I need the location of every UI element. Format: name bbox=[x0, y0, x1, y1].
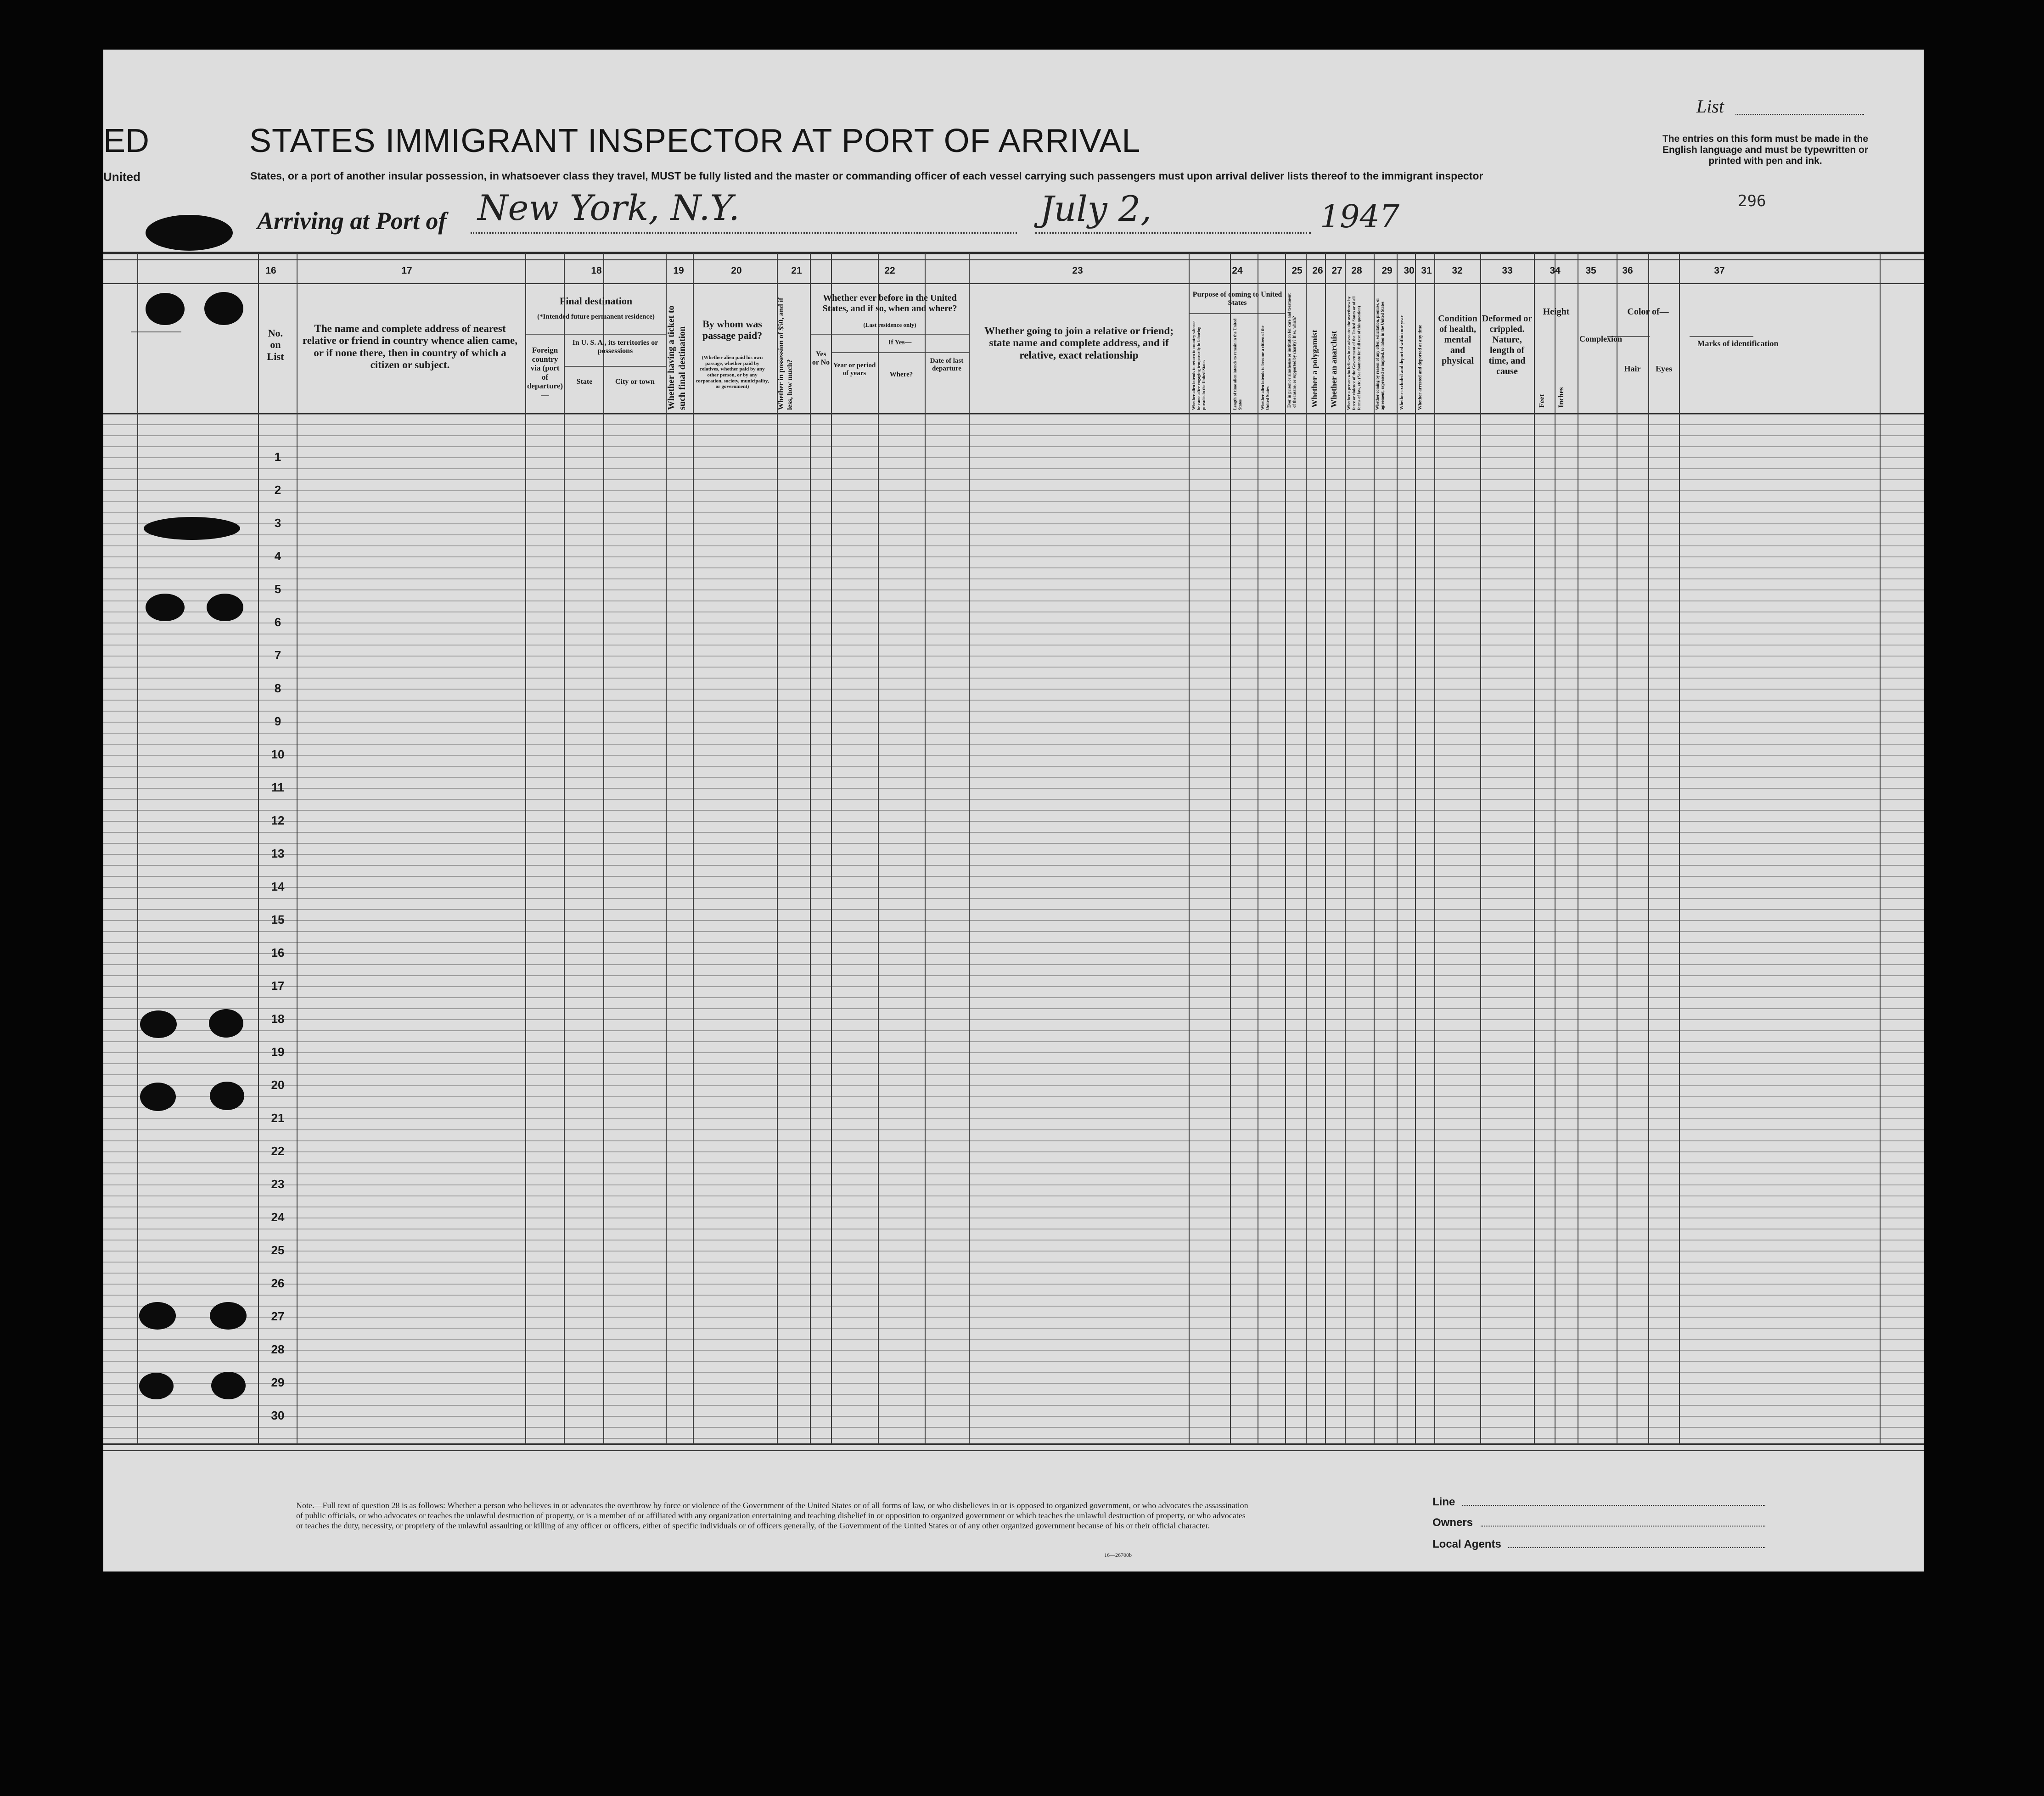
row-number: 19 bbox=[271, 1045, 285, 1059]
header-color-of: Color of— bbox=[1627, 307, 1669, 317]
header-final-destination: Final destination bbox=[559, 295, 633, 307]
row-number: 3 bbox=[274, 516, 281, 530]
colnum-31: 31 bbox=[1421, 265, 1432, 276]
header-purpose-citizen: Whether alien intends to become a citizen of the United States bbox=[1260, 326, 1270, 410]
colnum-17: 17 bbox=[401, 265, 412, 276]
title-left-fragment: ED bbox=[103, 123, 150, 159]
row-number: 21 bbox=[271, 1111, 285, 1125]
row-number: 5 bbox=[274, 582, 281, 596]
row-number: 24 bbox=[271, 1210, 285, 1224]
header-last-departure: Date of last departure bbox=[930, 357, 964, 373]
row-number: 15 bbox=[271, 913, 285, 926]
form-title: STATES IMMIGRANT INSPECTOR AT PORT OF ARRIVAL bbox=[249, 123, 1141, 159]
colnum-22: 22 bbox=[884, 265, 895, 276]
united-word: United bbox=[103, 170, 140, 184]
header-anarchist: Whether an anarchist bbox=[1329, 331, 1338, 408]
row-number: 30 bbox=[271, 1409, 285, 1422]
header-height: Height bbox=[1543, 307, 1570, 317]
header-in-usa: In U. S. A., its territories or possessions bbox=[572, 339, 658, 355]
english-language-note: The entries on this form must be made in the English language and must be typewritten or printed with pen and ink. bbox=[1662, 134, 1869, 166]
colnum-35: 35 bbox=[1585, 265, 1596, 276]
header-deformed: Deformed or crippled. Nature, length of time, and cause bbox=[1482, 314, 1533, 376]
header-state: State bbox=[576, 378, 593, 386]
header-labor-offer: Whether coming by reason of any offer, solicitation, promise, or agreement, expressed or implied, to labor in the United States bbox=[1375, 298, 1385, 410]
list-stamp: 296 bbox=[1738, 192, 1766, 210]
row-number: 27 bbox=[271, 1309, 285, 1323]
grid-lines bbox=[103, 50, 1924, 1572]
row-number: 16 bbox=[271, 946, 285, 960]
local-agents-fill bbox=[1508, 1547, 1765, 1548]
row-number: 7 bbox=[274, 648, 281, 662]
row-number: 11 bbox=[271, 780, 284, 794]
row-number: 6 bbox=[274, 615, 281, 629]
colnum-18: 18 bbox=[591, 265, 602, 276]
row-number: 12 bbox=[271, 814, 285, 827]
row-number: 1 bbox=[274, 450, 281, 464]
row-number: 26 bbox=[271, 1276, 285, 1290]
header-where: Where? bbox=[889, 371, 913, 378]
row-number: 18 bbox=[271, 1012, 285, 1026]
header-ever-before-sub: (Last residence only) bbox=[863, 321, 916, 328]
header-health: Condition of health, mental and physical bbox=[1438, 314, 1477, 366]
year-handwritten: 1947 bbox=[1320, 199, 1400, 235]
form-code: 16—26700b bbox=[1104, 1552, 1132, 1558]
owners-label: Owners bbox=[1432, 1516, 1473, 1529]
row-number: 20 bbox=[271, 1078, 285, 1092]
list-label: List bbox=[1696, 96, 1724, 117]
header-foreign-country: Foreign country via (port of departure)— bbox=[527, 346, 563, 399]
header-excluded: Whether excluded and deported within one year bbox=[1399, 315, 1404, 410]
header-years: Year or period of years bbox=[833, 362, 876, 377]
colnum-26: 26 bbox=[1312, 265, 1323, 276]
header-if-yes: If Yes— bbox=[888, 339, 912, 346]
header-complexion: Complexion bbox=[1579, 334, 1623, 343]
colnum-23: 23 bbox=[1072, 265, 1083, 276]
row-number: 2 bbox=[274, 483, 281, 497]
row-number: 17 bbox=[271, 979, 285, 993]
header-yes-no: Yes or No bbox=[812, 350, 830, 367]
header-passage-paid-sub: (Whether alien paid his own passage, whether paid by relatives, whether paid by any other person, or by any corporation, society, municipality, or government) bbox=[696, 355, 769, 390]
row-number: 10 bbox=[271, 747, 285, 761]
owners-fill bbox=[1481, 1526, 1765, 1527]
colnum-36: 36 bbox=[1622, 265, 1633, 276]
row-number: 23 bbox=[271, 1177, 285, 1191]
colnum-30: 30 bbox=[1404, 265, 1415, 276]
row-number: 9 bbox=[274, 714, 281, 728]
row-number: 4 bbox=[274, 549, 281, 563]
date-handwritten: July 2, bbox=[1040, 188, 1152, 229]
line-fill bbox=[1462, 1505, 1765, 1506]
colnum-16: 16 bbox=[265, 265, 276, 276]
header-purpose: Purpose of coming to United States bbox=[1192, 291, 1282, 307]
header-purpose-return: Whether alien intends to return to country whence he came after engaging temporarily in laboring pursuits in the United States bbox=[1191, 320, 1206, 410]
header-city: City or town bbox=[615, 378, 655, 386]
row-number: 25 bbox=[271, 1243, 285, 1257]
header-final-destination-sub: (*Intended future permanent residence) bbox=[537, 313, 655, 320]
colnum-25: 25 bbox=[1292, 265, 1303, 276]
colnum-32: 32 bbox=[1452, 265, 1463, 276]
colnum-28: 28 bbox=[1351, 265, 1362, 276]
header-purpose-length: Length of time alien intends to remain in the United States bbox=[1233, 318, 1242, 410]
header-eyes: Eyes bbox=[1656, 364, 1672, 373]
colnum-24: 24 bbox=[1232, 265, 1243, 276]
local-agents-label: Local Agents bbox=[1432, 1538, 1501, 1550]
header-feet: Feet bbox=[1538, 394, 1546, 408]
colnum-37: 37 bbox=[1714, 265, 1725, 276]
colnum-21: 21 bbox=[791, 265, 802, 276]
header-hair: Hair bbox=[1624, 364, 1641, 373]
row-number: 14 bbox=[271, 880, 285, 893]
port-handwritten: New York, N.Y. bbox=[477, 187, 740, 228]
header-ticket: Whether having a ticket to such final destination bbox=[666, 305, 687, 410]
header-marks: Marks of identification bbox=[1697, 339, 1779, 348]
manifest-sheet bbox=[103, 50, 1924, 1572]
header-no-on-list: No. on List bbox=[267, 327, 284, 362]
header-join-relative: Whether going to join a relative or friend; state name and complete address, and if relative, exact relationship bbox=[984, 325, 1174, 361]
header-passage-paid: By whom was passage paid? bbox=[702, 318, 763, 342]
header-nearest-relative: The name and complete address of nearest relative or friend in country whence alien came, or if none there, then in country of which a citizen or subject. bbox=[302, 323, 517, 371]
colnum-27: 27 bbox=[1331, 265, 1342, 276]
row-number: 28 bbox=[271, 1342, 285, 1356]
header-fifty-dollars: Whether in possession of $50, and if less, how much? bbox=[777, 297, 794, 410]
header-polygamist: Whether a polygamist bbox=[1310, 330, 1319, 408]
colnum-19: 19 bbox=[673, 265, 684, 276]
header-inches: Inches bbox=[1557, 387, 1565, 408]
header-q28: Whether a person who believes in or advocates the overthrow by force or violence of the Government of the United States or of all forms of law, etc. (See footnote for full text of this question) bbox=[1347, 296, 1361, 410]
footnote-q28: Note.—Full text of question 28 is as follows: Whether a person who believes in or advocates the overthrow by force or violence of the Government of the United States or of all forms of law, or who disbelieves in or is opposed to organized government, or who advocates the assassination of public officials, or who advocates or teaches the unlawful destruction of property, or is a member of or affiliated with any organization entertaining and teaching disbelief in or opposition to organized government or which teaches the unlawful destruction of property, or who advocates or teaches the duty, necessity, or propriety of the unlawful assaulting or killing of any officer or officers, either of specific individuals or of officers generally, of the Government of the United States or of any other organized government because of his or their official character. bbox=[296, 1501, 1248, 1530]
arriving-label: Arriving at Port of bbox=[257, 207, 447, 235]
colnum-33: 33 bbox=[1502, 265, 1513, 276]
row-number: 13 bbox=[271, 847, 285, 860]
row-number: 8 bbox=[274, 681, 281, 695]
header-ever-before: Whether ever before in the United States, and if so, when and where? bbox=[822, 293, 957, 314]
form-subtitle: States, or a port of another insular possession, in whatsoever class they travel, MUST be fully listed and the master or commanding officer of each vessel carrying such passengers must upon arrival deliver lists thereof to the immigrant inspector bbox=[250, 170, 1483, 182]
colnum-34: 34 bbox=[1550, 265, 1561, 276]
colnum-20: 20 bbox=[731, 265, 742, 276]
row-number: 29 bbox=[271, 1375, 285, 1389]
header-arrested: Whether arrested and deported at any time bbox=[1418, 325, 1423, 410]
colnum-29: 29 bbox=[1381, 265, 1393, 276]
line-label: Line bbox=[1432, 1496, 1455, 1508]
row-number: 22 bbox=[271, 1144, 285, 1158]
header-prison: Ever in prison or almshouse or institution for care and treatment of the insane, or supported by charity? If so, which? bbox=[1287, 293, 1297, 408]
